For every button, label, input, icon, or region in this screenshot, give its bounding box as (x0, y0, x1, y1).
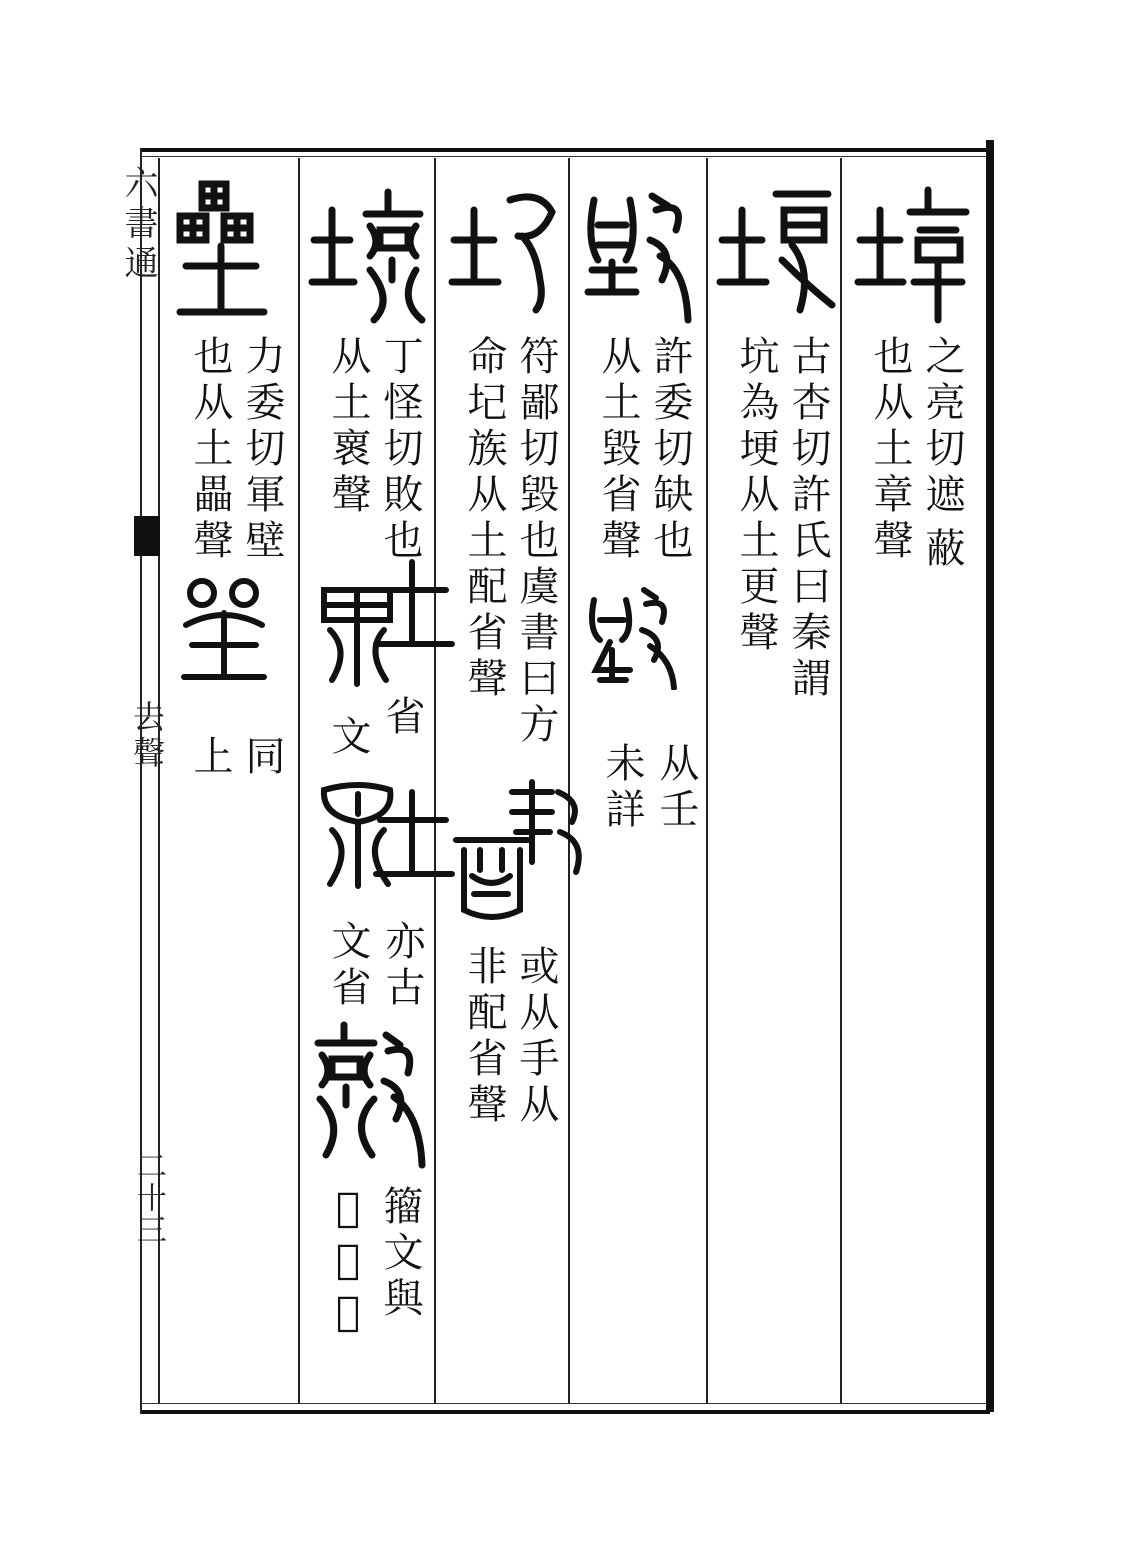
frame-right-rule (986, 140, 994, 1412)
margin-book-title: 六書通 (118, 165, 158, 285)
column-divider (298, 158, 300, 1403)
variant-note: 或从手从 (513, 945, 559, 1129)
gloss-left: 也从土畾聲 (187, 335, 233, 565)
margin-page-number: 二十三 (131, 1150, 166, 1246)
gloss-left: 命圮族从土配省聲 (461, 335, 507, 703)
gloss-left: 坑為埂从土更聲 (733, 335, 779, 657)
fish-tail-mark (134, 516, 160, 556)
variant-note-tongyong: 𢾽同用 (325, 1185, 371, 1341)
column-divider (706, 158, 708, 1403)
variant-seal-character (586, 580, 682, 694)
seal-character-hui (576, 170, 706, 340)
frame-top-rule-inner (140, 156, 990, 157)
variant-note: 上 (187, 735, 233, 781)
gloss-right: 之亮切遮 (919, 335, 965, 519)
gloss-left: 从土褱聲 (325, 335, 371, 519)
entry-zhang (848, 160, 978, 1400)
variant-seal-huai-large (304, 1015, 434, 1185)
gloss-right-tail: 蔽 (919, 527, 965, 573)
entry-lei (166, 160, 296, 1400)
seal-character-pi (440, 170, 570, 340)
variant-seal-lei (176, 575, 272, 689)
variant-note: 同 (239, 735, 285, 781)
variant-note-yigu: 亦古 (379, 920, 425, 1012)
seal-character-huai (304, 170, 434, 340)
variant-seal-huai-short (310, 580, 406, 694)
margin-section-label: 去聲 (128, 700, 166, 772)
variant-note: 未詳 (599, 742, 645, 834)
gloss-left: 从土毀省聲 (595, 335, 641, 565)
seal-character-geng (712, 170, 842, 340)
gloss-left: 也从土章聲 (867, 335, 913, 565)
frame-bottom-rule (140, 1410, 990, 1414)
variant-note: 非配省聲 (461, 945, 507, 1129)
variant-note-zhouwen: 籀文與 (377, 1185, 423, 1323)
gloss-right: 丁怪切敗也 (377, 335, 423, 565)
gloss-right: 力委切軍壁 (239, 335, 285, 565)
variant-note: 从壬 (653, 742, 699, 834)
gloss-right: 符鄙切毀也虞書曰方 (513, 335, 559, 749)
frame-bottom-rule-inner (140, 1403, 990, 1404)
frame-top-rule (140, 148, 990, 152)
variant-note-wensheng: 文省 (325, 920, 371, 1012)
seal-character-lei (166, 170, 296, 340)
entry-huai (304, 160, 434, 1400)
variant-note-sheng: 省 (379, 695, 425, 741)
gloss-right: 古杏切許氏曰秦謂 (785, 335, 831, 703)
variant-note-wen: 文 (325, 715, 371, 761)
seal-character-zhang (848, 170, 978, 340)
entry-geng (712, 160, 842, 1400)
gloss-right: 許委切缺也 (647, 335, 693, 565)
variant-seal-huai-eye (310, 780, 406, 894)
